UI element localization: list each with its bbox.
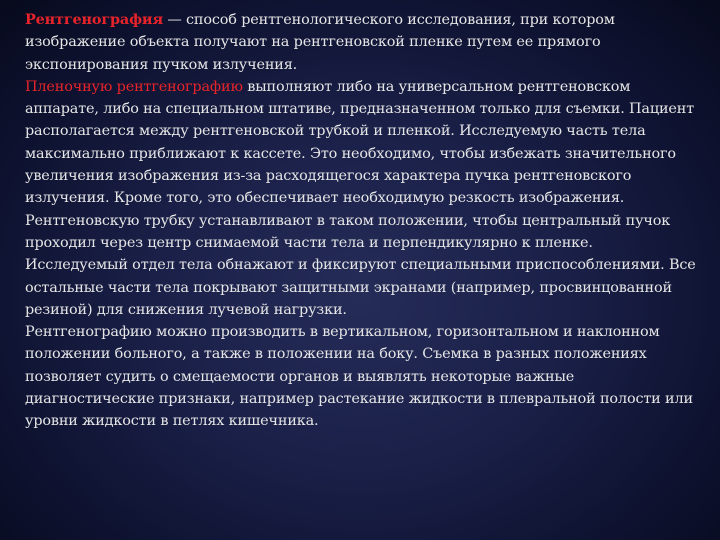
paragraph-positions [25,321,697,432]
definition-text: — способ рентгенологического исследования, при котором изображение объекта получают на рентгеновской пленке путем ее прямого экспонирования пучком излучения. [25,12,615,73]
term-radiography: Рентгенография [25,11,163,28]
slide-text-block [25,9,697,433]
film-radiography-text: выполняют либо на универсальном рентгеновском аппарате, либо на специальном штативе, предназначенном только для съемки. Пациент располагается между рентгеновской трубкой и пленкой. Исследуемую часть тела максимально приближают к кассете. Это необходимо, чтобы избежать значительного увеличения изображения из-за расходящегося характера пучка рентгеновского излучения. Кроме того, это обеспечивает необходимую резкость изображения. Рентгеновскую трубку устанавливают в таком положении, чтобы центральный пучок проходил через центр снимаемой части тела и перпендикулярно к пленке. Исследуемый отдел тела обнажают и фиксируют специальными приспособлениями. Все остальные части тела покрывают защитными экранами (например, просвинцованной резиной) для снижения лучевой нагрузки. [25,78,696,318]
paragraph-definition [25,9,697,76]
paragraph-film-radiography [25,76,697,321]
positions-text: Рентгенографию можно производить в вертикальном, горизонтальном и наклонном положении больного, а также в положении на боку. Съемка в разных положениях позволяет судить о смещаемости органов и выявлять некоторые важные диагностические признаки, например растекание жидкости в плевральной полости или уровни жидкости в петлях кишечника. [25,324,693,430]
term-film-radiography: Пленочную рентгенографию [25,78,243,95]
